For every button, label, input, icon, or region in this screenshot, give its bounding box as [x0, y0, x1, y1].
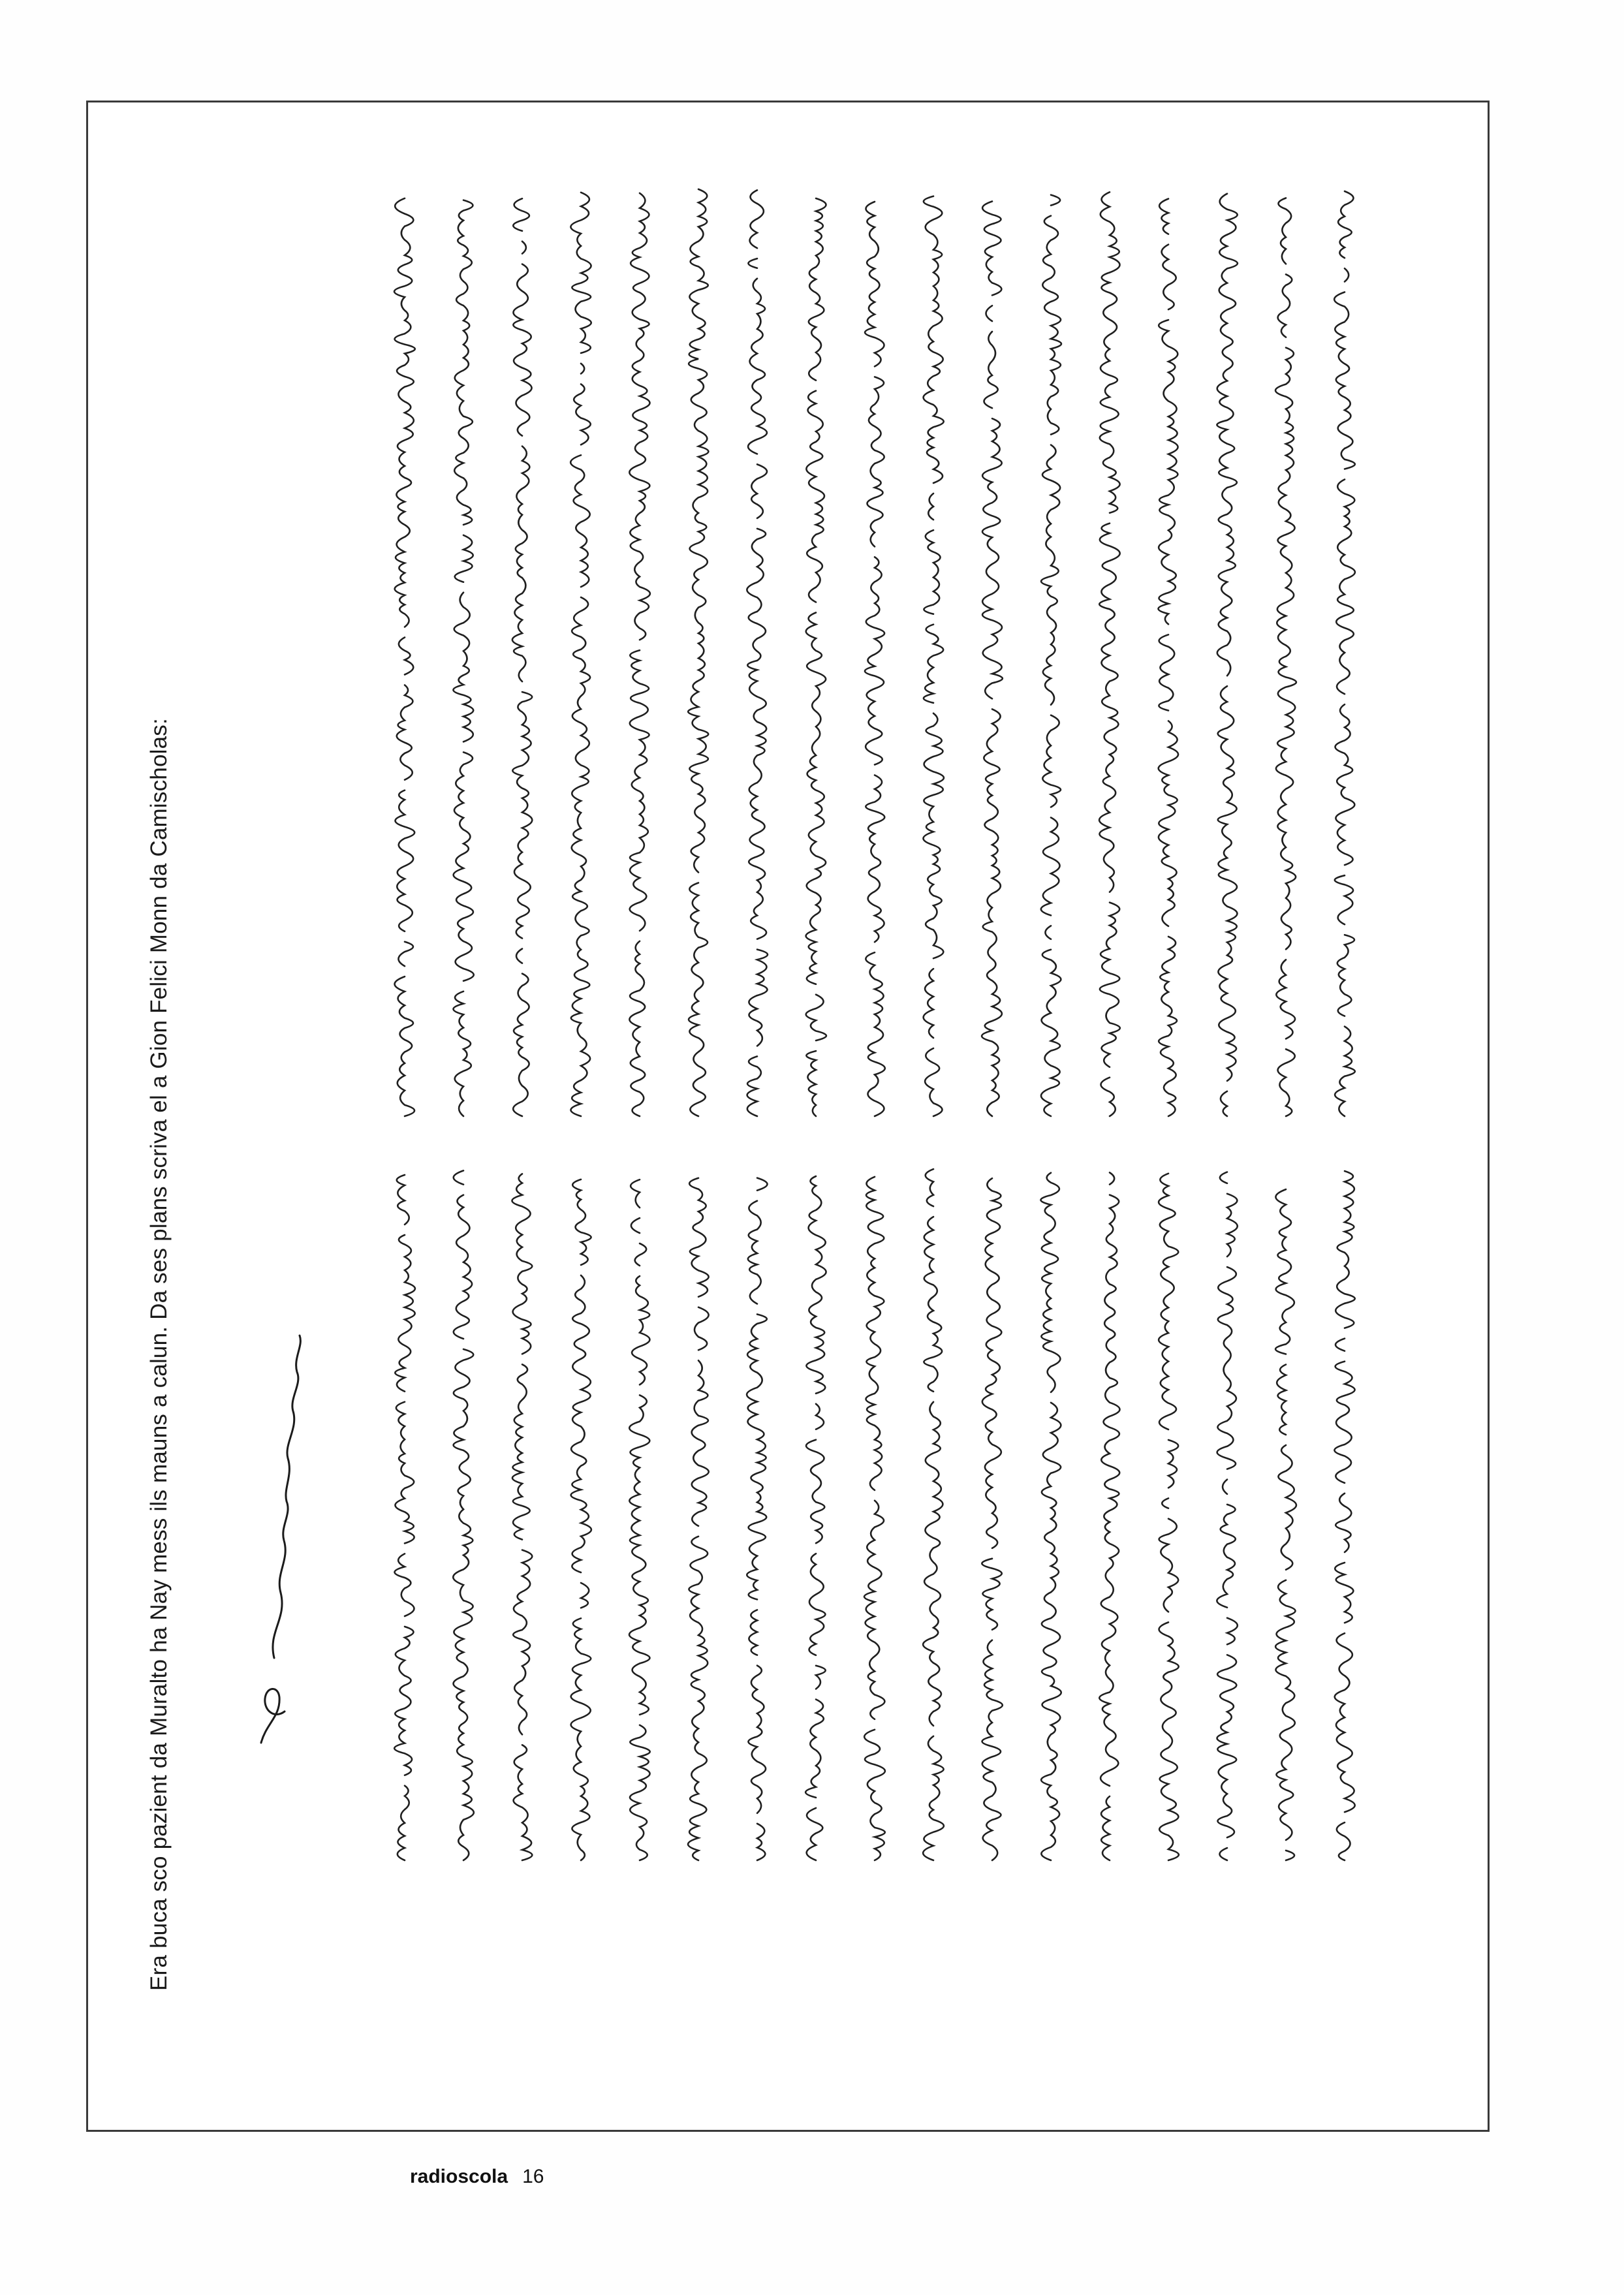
footer-brand: radioscola: [410, 2166, 508, 2187]
handwriting-stroke: [1334, 1171, 1354, 1860]
page-number: 16: [522, 2166, 544, 2187]
handwriting-stroke: [747, 1178, 767, 1860]
handwriting-stroke: [571, 1179, 591, 1860]
handwriting-stroke: [688, 189, 708, 1116]
handwritten-letter-image: [235, 163, 1397, 1991]
handwriting-stroke: [453, 1170, 474, 1860]
handwriting-stroke: [923, 1169, 944, 1860]
handwriting-stroke: [1158, 198, 1178, 1116]
handwriting-stroke: [982, 202, 1003, 1117]
handwriting-stroke: [923, 196, 944, 1116]
handwriting-stroke: [453, 200, 473, 1116]
handwriting-stroke: [1334, 191, 1355, 1116]
handwriting-stroke: [1159, 1174, 1179, 1860]
handwriting-stroke: [512, 1174, 532, 1860]
handwriting-stroke: [394, 198, 415, 1116]
handwriting-stroke: [1275, 1179, 1296, 1860]
handwriting-stroke: [629, 193, 650, 1116]
handwriting-stroke: [570, 193, 591, 1116]
handwriting-stroke: [394, 1175, 415, 1860]
caption: Era buca sco pazient da Muralto ha Nay mess ils mauns a calun. Da ses plans scriva el a Gion Felici Monn da Camischolas:: [146, 718, 172, 1991]
handwriting-stroke: [512, 198, 532, 1116]
handwriting-stroke: [1275, 198, 1296, 1116]
handwriting-stroke: [629, 1179, 650, 1860]
handwriting-stroke: [982, 1178, 1003, 1860]
handwriting-stroke: [1041, 195, 1061, 1116]
handwriting-stroke: [747, 190, 768, 1116]
handwriting-stroke: [806, 198, 826, 1116]
page-footer: [410, 2166, 544, 2188]
handwriting-stroke: [865, 202, 885, 1116]
handwriting-stroke: [1099, 1172, 1119, 1860]
handwriting-stroke: [1217, 194, 1238, 1116]
handwriting-stroke: [688, 1178, 709, 1860]
handwriting-stroke: [1040, 1173, 1061, 1860]
handwriting-stroke: [864, 1177, 885, 1860]
handwriting-stroke: [805, 1166, 826, 1860]
handwriting-stroke: [1217, 1172, 1237, 1860]
handwriting-stroke: [1099, 192, 1120, 1116]
